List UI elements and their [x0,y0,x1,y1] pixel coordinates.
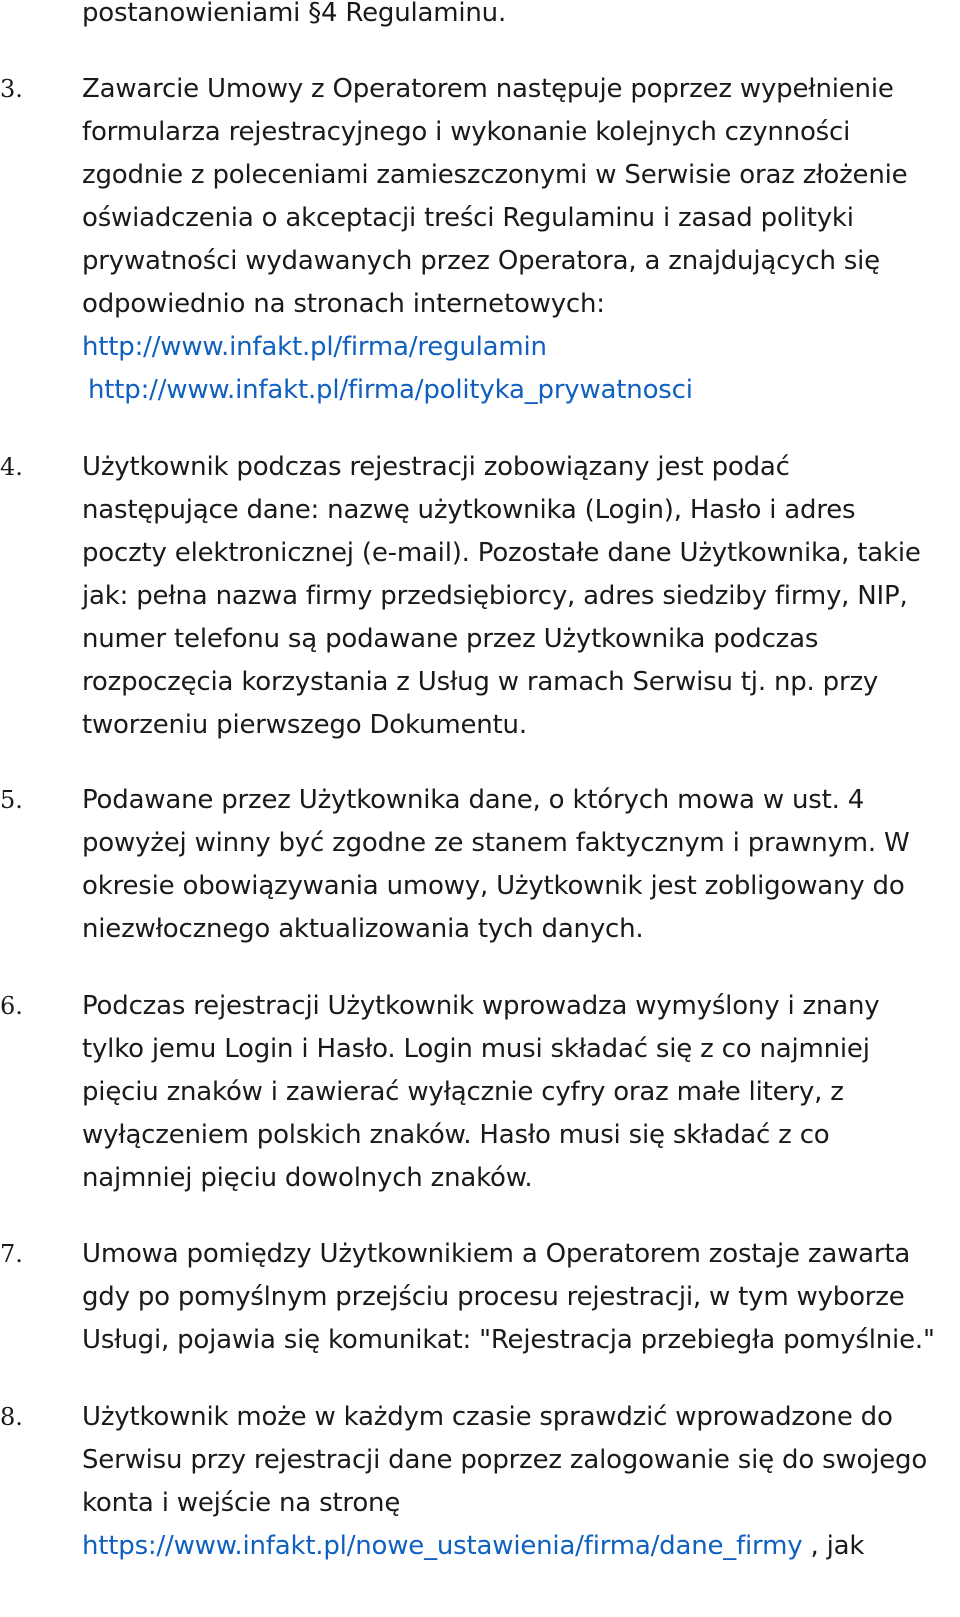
item-4-line-7: tworzeniu pierwszego Dokumentu. [82,710,527,740]
item-4-line-5: numer telefonu są podawane przez Użytkownika podczas [82,624,819,654]
item-number-8: 8. [0,1403,23,1431]
item-4-line-4: jak: pełna nazwa firmy przedsiębiorcy, adres siedziby firmy, NIP, [82,581,908,611]
item-5-line-1: Podawane przez Użytkownika dane, o których mowa w ust. 4 [82,785,865,815]
item-8-line-3: konta i wejście na stronę [82,1488,401,1518]
item-6-line-2: tylko jemu Login i Hasło. Login musi składać się z co najmniej [82,1034,870,1064]
item-8-line-4 [82,1525,864,1568]
item-number-5: 5. [0,786,23,814]
item-3-line-5: prywatności wydawanych przez Operatora, a znajdujących się [82,246,880,276]
item-6-line-4: wyłączeniem polskich znaków. Hasło musi się składać z co [82,1120,830,1150]
item-number-7: 7. [0,1240,23,1268]
item-7-line-2: gdy po pomyślnym przejściu procesu rejestracji, w tym wyborze [82,1282,905,1312]
item-6-line-5: najmniej pięciu dowolnych znaków. [82,1163,533,1193]
item-6-line-3: pięciu znaków i zawierać wyłącznie cyfry oraz małe litery, z [82,1077,844,1107]
dane-firmy-link[interactable]: https://www.infakt.pl/nowe_ustawienia/firma/dane_firmy [82,1531,803,1561]
item-7-line-1: Umowa pomiędzy Użytkownikiem a Operatorem zostaje zawarta [82,1239,911,1269]
item-4-line-2: następujące dane: nazwę użytkownika (Login), Hasło i adres [82,495,856,525]
item-4-line-6: rozpoczęcia korzystania z Usług w ramach Serwisu tj. np. przy [82,667,879,697]
item-3-line-4: oświadczenia o akceptacji treści Regulaminu i zasad polityki [82,203,854,233]
item-4-line-1: Użytkownik podczas rejestracji zobowiązany jest podać [82,452,790,482]
item-8-trailing-text: , jak [802,1531,865,1561]
item-3-line-3: zgodnie z poleceniami zamieszczonymi w Serwisie oraz złożenie [82,160,908,190]
item-3-line-6: odpowiednio na stronach internetowych: [82,289,605,319]
item-5-line-2: powyżej winny być zgodne ze stanem faktycznym i prawnym. W [82,828,910,858]
item-7-line-3: Usługi, pojawia się komunikat: "Rejestracja przebiegła pomyślnie." [82,1325,935,1355]
item-3-line-2: formularza rejestracyjnego i wykonanie kolejnych czynności [82,117,851,147]
item-5-line-4: niezwłocznego aktualizowania tych danych. [82,914,644,944]
item-6-line-1: Podczas rejestracji Użytkownik wprowadza wymyślony i znany [82,991,880,1021]
item-number-3: 3. [0,75,23,103]
item-number-4: 4. [0,453,23,481]
item-4-line-3: poczty elektronicznej (e-mail). Pozostałe dane Użytkownika, takie [82,538,921,568]
regulamin-link[interactable]: http://www.infakt.pl/firma/regulamin [82,332,547,362]
item-5-line-3: okresie obowiązywania umowy, Użytkownik jest zobligowany do [82,871,905,901]
item-number-6: 6. [0,992,23,1020]
polityka-prywatnosci-link[interactable]: http://www.infakt.pl/firma/polityka_prywatnosci [88,375,693,405]
intro-line: postanowieniami §4 Regulaminu. [82,0,507,28]
item-8-line-1: Użytkownik może w każdym czasie sprawdzić wprowadzone do [82,1402,893,1432]
item-8-line-2: Serwisu przy rejestracji dane poprzez zalogowanie się do swojego [82,1445,928,1475]
item-3-line-1: Zawarcie Umowy z Operatorem następuje poprzez wypełnienie [82,74,894,104]
